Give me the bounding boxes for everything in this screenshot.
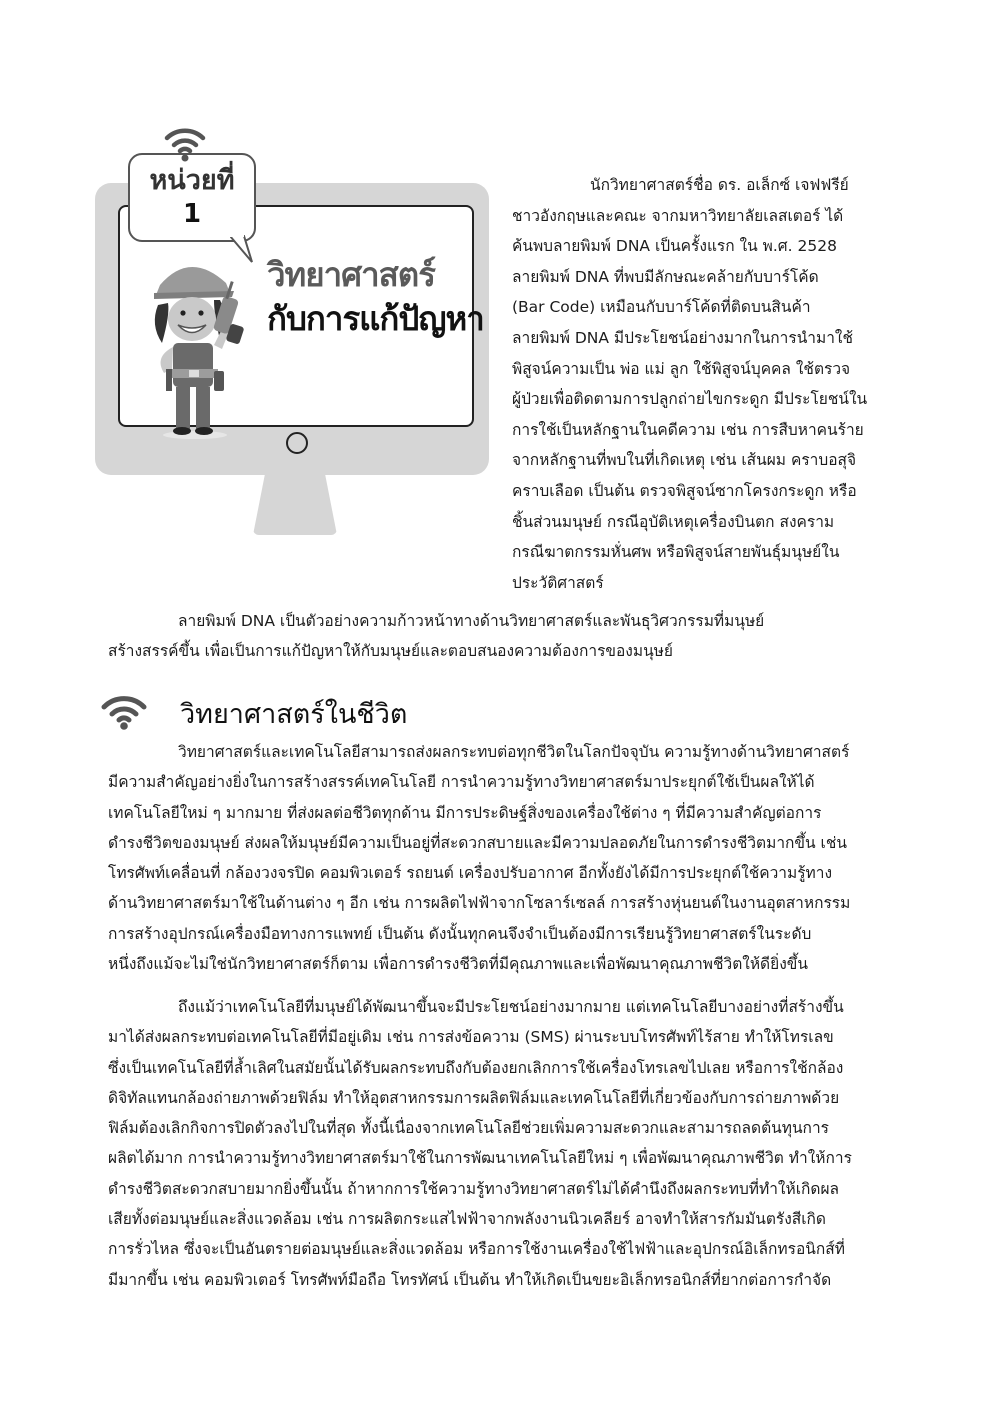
section-title: วิทยาศาสตร์ในชีวิต [180, 699, 408, 730]
text-line: นักวิทยาศาสตร์ชื่อ ดร. อเล็กซ์ เจฟฟรีย์ [590, 176, 849, 194]
intro-side-paragraph [512, 170, 904, 598]
text-line: มีความสำคัญอย่างยิ่งในการสร้างสรรค์เทคโนโลยี การนำความรู้ทางวิทยาศาสตร์มาประยุกต์ใช้เป็นผลให้ได้ [108, 773, 815, 792]
unit-number: 1 [182, 199, 202, 229]
text-line: เทคโนโลยีใหม่ ๆ มากมาย ที่ส่งผลต่อชีวิตทุกด้าน มีการประดิษฐ์สิ่งของเครื่องใช้ต่าง ๆ ที่มีความสำคัญต่อการ [108, 803, 822, 822]
text-line: มาได้ส่งผลกระทบต่อเทคโนโลยีที่มีอยู่เดิม เช่น การส่งข้อความ (SMS) ผ่านระบบโทรศัพท์ไร้สาย ทำให้โทรเลข [108, 1028, 834, 1047]
unit-title-line1: วิทยาศาสตร์ [267, 255, 435, 294]
text-line: ผู้ป่วยเพื่อติดตามการปลูกถ่ายไขกระดูก มีประโยชน์ใน [512, 390, 868, 409]
text-line: ด้านวิทยาศาสตร์มาใช้ในด้านต่าง ๆ อีก เช่น การผลิตไฟฟ้าจากโซลาร์เซลล์ การสร้างหุ่นยนต์ในงานอุตสาหกรรม [108, 894, 851, 913]
unit-label: หน่วยที่ [149, 165, 235, 196]
unit-badge [128, 153, 256, 242]
text-line: การรั่วไหล ซึ่งจะเป็นอันตรายต่อมนุษย์และสิ่งแวดล้อม หรือการใช้งานเครื่องใช้ไฟฟ้าและอุปกรณ์อิเล็กทรอนิกส์ที่ [108, 1240, 845, 1259]
text-line: เสียทั้งต่อมนุษย์และสิ่งแวดล้อม เช่น การผลิตกระแสไฟฟ้าจากพลังงานนิวเคลียร์ อาจทำให้สารกัมมันตรังสีเกิด [108, 1210, 826, 1229]
intro-summary-paragraph [108, 606, 898, 667]
text-line: กรณีฆาตกรรมหั่นศพ หรือพิสูจน์สายพันธุ์มนุษย์ใน [512, 543, 840, 562]
power-button-icon [286, 432, 308, 454]
text-line: ลายพิมพ์ DNA ที่พบมีลักษณะคล้ายกับบาร์โค้ด [512, 267, 819, 286]
text-line: สร้างสรรค์ขึ้น เพื่อเป็นการแก้ปัญหาให้กับมนุษย์และตอบสนองความต้องการของมนุษย์ [108, 642, 673, 661]
unit-title [267, 253, 484, 341]
text-line: ดำรงชีวิตของมนุษย์ ส่งผลให้มนุษย์มีความเป็นอยู่ที่สะดวกสบายและมีความปลอดภัยในการดำรงชีวิตมากขึ้น เช่น [108, 833, 847, 852]
text-line: การใช้เป็นหลักฐานในคดีความ เช่น การสืบหาคนร้าย [512, 420, 864, 439]
text-line: ค้นพบลายพิมพ์ DNA เป็นครั้งแรก ใน พ.ศ. 2528 [512, 237, 837, 256]
body-paragraph-1 [108, 737, 898, 979]
body-paragraph-2 [108, 992, 898, 1295]
text-line: ชาวอังกฤษและคณะ จากมหาวิทยาลัยเลสเตอร์ ได้ [512, 206, 844, 225]
text-line: ฟิล์มต้องเลิกกิจการปิดตัวลงไปในที่สุด ทั้งนี้เนื่องจากเทคโนโลยีช่วยเพิ่มความสะดวกและสามารถลดต้นทุนการ [108, 1119, 829, 1138]
text-line: หนึ่งถึงแม้จะไม่ใช่นักวิทยาศาสตร์ก็ตาม เพื่อการดำรงชีวิตที่มีคุณภาพและเพื่อพัฒนาคุณภาพชีวิตให้ดียิ่งขึ้น [108, 955, 808, 974]
worker-mascot-icon [140, 245, 250, 440]
text-line: ดิจิทัลแทนกล้องถ่ายภาพด้วยฟิล์ม ทำให้อุตสาหกรรมการผลิตฟิล์มและเทคโนโลยีที่เกี่ยวข้องกับการถ่ายภาพด้วย [108, 1088, 840, 1107]
text-line: ดำรงชีวิตสะดวกสบายมากยิ่งขึ้นนั้น ถ้าหากการใช้ความรู้ทางวิทยาศาสตร์ไม่ได้คำนึงถึงผลกระทบที่ทำให้เกิดผล [108, 1179, 840, 1198]
wifi-icon [163, 124, 207, 162]
text-line: ซึ่งเป็นเทคโนโลยีที่ล้ำเลิศในสมัยนั้นได้รับผลกระทบถึงกับต้องยกเลิกการใช้เครื่องโทรเลขไปเลย หรือการใช้กล้อง [108, 1058, 844, 1077]
text-line: จากหลักฐานที่พบในที่เกิดเหตุ เช่น เส้นผม คราบอสุจิ [512, 451, 857, 470]
text-line: ถึงแม้ว่าเทคโนโลยีที่มนุษย์ได้พัฒนาขึ้นจะมีประโยชน์อย่างมากมาย แต่เทคโนโลยีบางอย่างที่สร้างขึ้น [178, 998, 844, 1016]
text-line: วิทยาศาสตร์และเทคโนโลยีสามารถส่งผลกระทบต่อทุกชีวิตในโลกปัจจุบัน ความรู้ทางด้านวิทยาศาสตร์ [178, 743, 850, 761]
text-line: ชิ้นส่วนมนุษย์ กรณีอุบัติเหตุเครื่องบินตก สงคราม [512, 512, 835, 531]
text-line: ลายพิมพ์ DNA มีประโยชน์อย่างมากในการนำมาใช้ [512, 328, 854, 347]
text-line: มีมากขึ้น เช่น คอมพิวเตอร์ โทรศัพท์มือถือ โทรทัศน์ เป็นต้น ทำให้เกิดเป็นขยะอิเล็กทรอนิกส์ที่ยากต่อการกำจัด [108, 1270, 832, 1289]
text-line: (Bar Code) เหมือนกับบาร์โค้ดที่ติดบนสินค้า [512, 298, 811, 317]
text-line: คราบเลือด เป็นต้น ตรวจพิสูจน์ซากโครงกระดูก หรือ [512, 481, 857, 500]
wifi-icon [100, 694, 148, 730]
monitor-stand [253, 475, 337, 535]
speech-bubble-tail [230, 232, 256, 266]
text-line: การสร้างอุปกรณ์เครื่องมือทางการแพทย์ เป็นต้น ดังนั้นทุกคนจึงจำเป็นต้องมีการเรียนรู้วิทยาศาสตร์ในระดับ [108, 924, 812, 943]
text-line: ลายพิมพ์ DNA เป็นตัวอย่างความก้าวหน้าทางด้านวิทยาศาสตร์และพันธุวิศวกรรมที่มนุษย์ [178, 612, 765, 630]
text-line: โทรศัพท์เคลื่อนที่ กล้องวงจรปิด คอมพิวเตอร์ รถยนต์ เครื่องปรับอากาศ อีกทั้งยังได้มีการประยุกต์ใช้ความรู้ทาง [108, 864, 833, 883]
text-line: ประวัติศาสตร์ [512, 573, 604, 592]
unit-title-line2: กับการแก้ปัญหา [267, 299, 484, 338]
text-line: พิสูจน์ความเป็น พ่อ แม่ ลูก ใช้พิสูจน์บุคคล ใช้ตรวจ [512, 359, 851, 378]
text-line: ผลิตได้มาก การนำความรู้ทางวิทยาศาสตร์มาใช้ในการพัฒนาเทคโนโลยีใหม่ ๆ เพื่อพัฒนาคุณภาพชีวิต ทำให้การ [108, 1149, 852, 1168]
